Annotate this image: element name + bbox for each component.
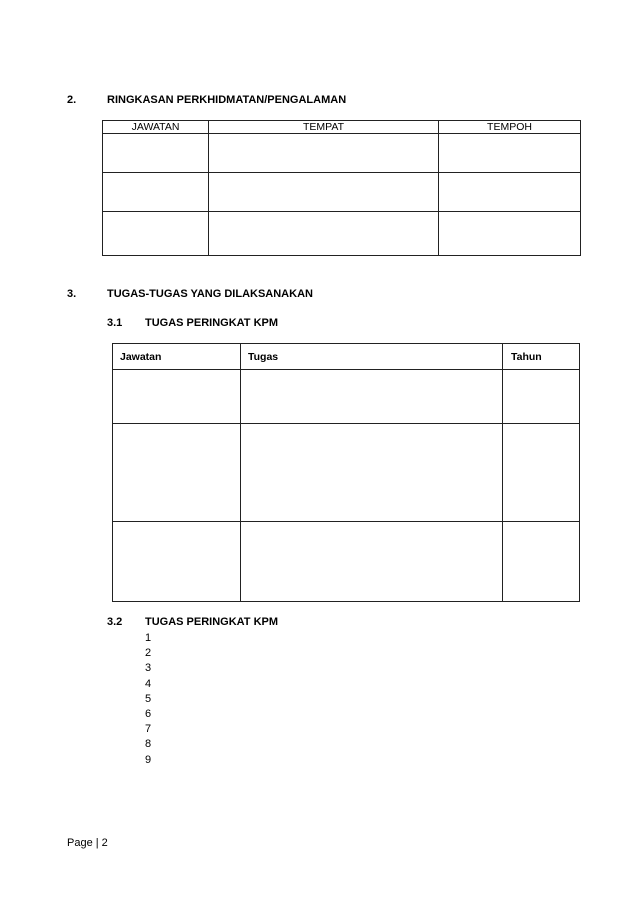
table-cell[interactable] (113, 522, 241, 602)
table-cell[interactable] (503, 424, 580, 522)
header-jawatan: Jawatan (113, 344, 241, 370)
list-item: 2 (145, 647, 152, 660)
header-tempoh: TEMPOH (439, 121, 581, 134)
subsection-3-1-number: 3.1 (107, 317, 123, 329)
list-item: 8 (145, 738, 152, 751)
table-header-row (103, 121, 581, 134)
section-2-title: RINGKASAN PERKHIDMATAN/PENGALAMAN (107, 94, 347, 106)
table-cell[interactable] (503, 522, 580, 602)
subsection-3-1-title: TUGAS PERINGKAT KPM (145, 317, 279, 329)
table-cell[interactable] (103, 134, 209, 173)
table-cell[interactable] (209, 134, 439, 173)
table-cell[interactable] (439, 173, 581, 212)
table-row (113, 522, 580, 602)
table-cell[interactable] (113, 370, 241, 424)
header-tugas: Tugas (241, 344, 503, 370)
table-cell[interactable] (209, 173, 439, 212)
table-row (113, 424, 580, 522)
list-item: 1 (145, 632, 152, 644)
list-item: 5 (145, 692, 152, 705)
header-tahun: Tahun (503, 344, 580, 370)
table-cell[interactable] (241, 370, 503, 424)
list-item: 4 (145, 677, 152, 690)
list-item: 9 (145, 753, 152, 766)
section-3-number: 3. (67, 288, 77, 300)
table-cell[interactable] (209, 212, 439, 256)
list-item: 6 (145, 707, 152, 720)
table-header-row (113, 344, 580, 370)
table-cell[interactable] (241, 522, 503, 602)
list-item: 3 (145, 662, 152, 675)
table-cell[interactable] (103, 212, 209, 256)
table-row (113, 370, 580, 424)
header-jawatan: JAWATAN (103, 121, 209, 134)
table-cell[interactable] (103, 173, 209, 212)
service-summary-table (102, 120, 581, 256)
numbered-list (145, 631, 151, 768)
subsection-3-2-number: 3.2 (107, 616, 123, 628)
table-cell[interactable] (439, 212, 581, 256)
table-row (103, 134, 581, 173)
list-item: 7 (145, 723, 152, 736)
header-tempat: TEMPAT (209, 121, 439, 134)
subsection-3-2-title: TUGAS PERINGKAT KPM (145, 616, 279, 628)
table-cell[interactable] (439, 134, 581, 173)
table-row (103, 173, 581, 212)
table-cell[interactable] (113, 424, 241, 522)
table-cell[interactable] (241, 424, 503, 522)
table-row (103, 212, 581, 256)
duties-table (112, 343, 580, 602)
page-number-footer: Page | 2 (67, 837, 108, 849)
section-2-number: 2. (67, 94, 77, 106)
table-cell[interactable] (503, 370, 580, 424)
section-3-title: TUGAS-TUGAS YANG DILAKSANAKAN (107, 288, 313, 300)
